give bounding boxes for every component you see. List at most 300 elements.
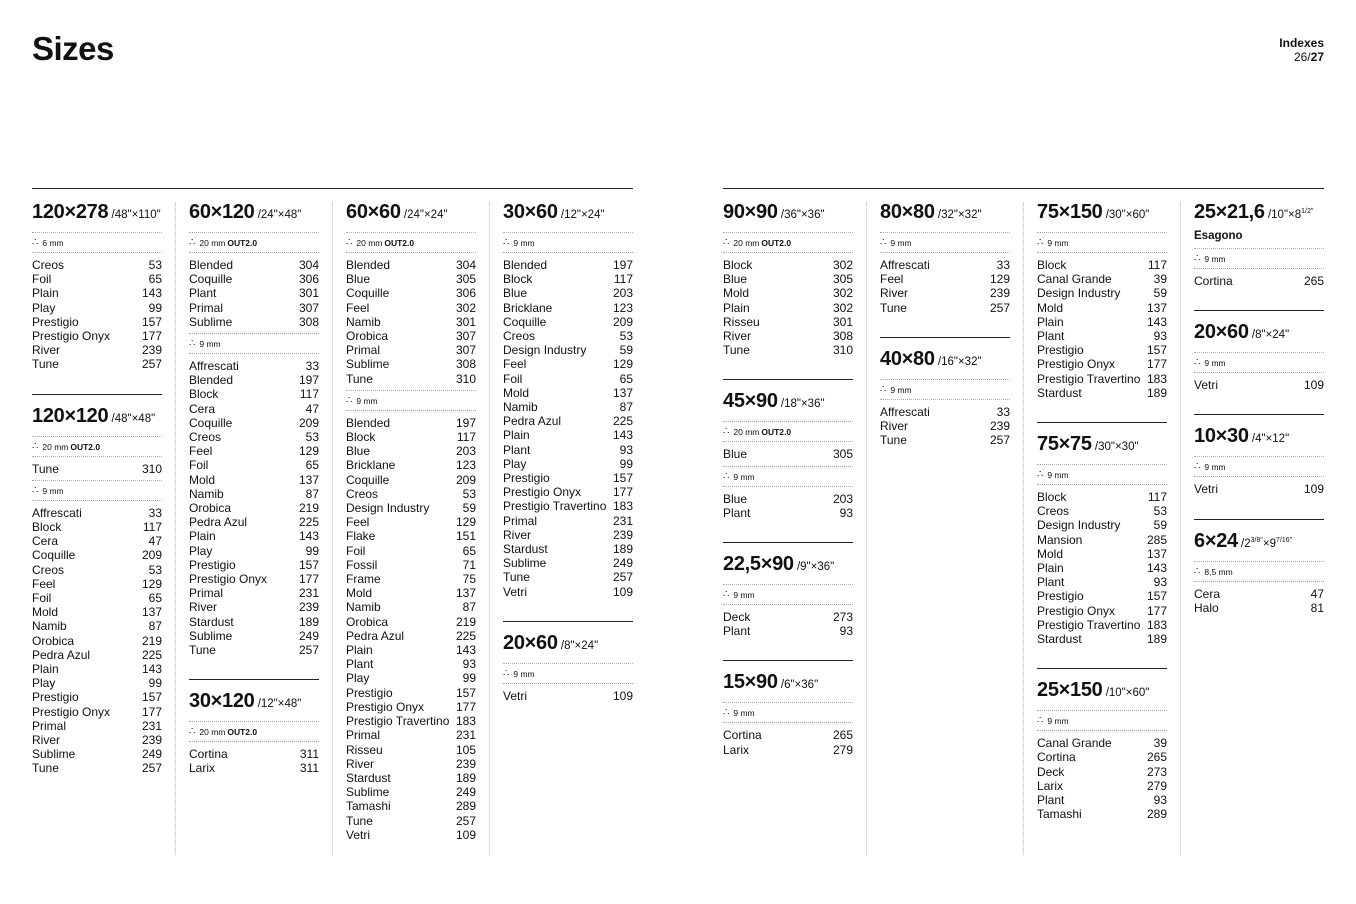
collection-row xyxy=(503,689,633,703)
thickness-value: 9 mm xyxy=(1204,462,1226,473)
page-ref: 305 xyxy=(832,272,853,287)
collection-row xyxy=(189,402,319,416)
collection-row xyxy=(1037,533,1167,547)
thickness-row xyxy=(1037,464,1167,485)
size-heading xyxy=(1037,679,1167,704)
collection-name: Plain xyxy=(32,662,59,677)
collection-name: Bricklane xyxy=(503,300,553,315)
thickness-label: OUT2.0 xyxy=(70,441,101,452)
collection-name: Mold xyxy=(723,286,750,301)
collection-name: Block xyxy=(723,258,753,272)
thickness-value: 9 mm xyxy=(356,395,378,406)
collection-name: Tune xyxy=(503,570,530,585)
collection-row xyxy=(346,558,476,572)
thickness-icon: ∴ xyxy=(32,440,39,452)
page-ref: 183 xyxy=(612,499,633,514)
collection-row xyxy=(1037,301,1167,315)
collection-row xyxy=(189,473,319,487)
collection-name: Prestigio Onyx xyxy=(32,704,111,719)
page-ref: 304 xyxy=(298,258,319,272)
collection-row xyxy=(346,757,476,771)
collection-name: Namib xyxy=(346,600,381,615)
page-ref: 157 xyxy=(141,690,162,705)
collection-list xyxy=(32,506,162,776)
collection-name: Design Industry xyxy=(503,343,587,358)
collection-row xyxy=(503,428,633,442)
thickness-row xyxy=(346,232,476,253)
page-ref: 289 xyxy=(455,799,476,814)
collection-name: Larix xyxy=(723,742,750,757)
collection-row xyxy=(346,799,476,813)
page-ref: 239 xyxy=(141,343,162,358)
collection-row xyxy=(32,357,162,371)
size-group xyxy=(1194,414,1324,496)
collection-row xyxy=(723,506,853,520)
collection-name: Creos xyxy=(189,430,222,445)
collection-row xyxy=(189,359,319,373)
collection-row xyxy=(1037,779,1167,793)
collection-row xyxy=(32,329,162,343)
collection-name: Prestigio Travertino xyxy=(1037,371,1141,386)
page-ref: 87 xyxy=(305,486,319,501)
page-ref: 307 xyxy=(455,343,476,358)
thickness-row xyxy=(880,379,1010,400)
collection-row xyxy=(503,357,633,371)
size-column xyxy=(32,189,189,855)
collection-name: Plain xyxy=(503,428,530,443)
page-ref: 310 xyxy=(832,343,853,358)
collection-name: Tamashi xyxy=(346,799,391,814)
thickness-icon: ∴ xyxy=(880,237,887,248)
size-group xyxy=(1037,668,1167,821)
page-ref: 157 xyxy=(298,557,319,572)
collection-name: Plant xyxy=(723,624,751,639)
thickness-icon: ∴ xyxy=(723,707,730,719)
page-ref: 143 xyxy=(141,286,162,301)
page-ref: 109 xyxy=(612,688,633,703)
thickness-value: 8,5 mm xyxy=(1204,566,1233,577)
collection-name: Prestigio Travertino xyxy=(1037,617,1141,632)
page-ref: 47 xyxy=(148,534,162,549)
thickness-value: 9 mm xyxy=(513,668,535,679)
collection-name: Deck xyxy=(1037,764,1065,779)
collection-row xyxy=(503,286,633,300)
size-imperial: /8"×24" xyxy=(557,639,599,652)
thickness-row xyxy=(723,232,853,253)
size-heading xyxy=(1194,201,1324,226)
size-imperial: /32"×32" xyxy=(934,209,982,221)
collection-name: Orobica xyxy=(346,329,389,344)
page-ref: 177 xyxy=(1146,603,1167,618)
page-ref: 33 xyxy=(148,505,162,520)
collection-row xyxy=(189,629,319,643)
size-metric: 30×120 xyxy=(189,690,255,713)
collection-row xyxy=(1037,357,1167,371)
page-ref: 231 xyxy=(612,513,633,528)
page-ref: 59 xyxy=(1153,518,1167,533)
page-ref: 137 xyxy=(298,472,319,487)
collection-row xyxy=(346,515,476,529)
page-ref: 93 xyxy=(839,505,853,520)
thickness-value: 9 mm xyxy=(733,590,755,601)
collection-row xyxy=(346,671,476,685)
page-ref: 189 xyxy=(1146,632,1167,647)
thickness-row xyxy=(32,436,162,457)
page-ref: 129 xyxy=(298,444,319,459)
page-ref: 189 xyxy=(298,614,319,629)
collection-row xyxy=(1037,315,1167,329)
page-ref: 209 xyxy=(455,472,476,487)
page-ref: 157 xyxy=(1146,343,1167,358)
collection-row xyxy=(346,700,476,714)
size-heading xyxy=(1194,425,1324,450)
size-imperial-fraction: 7/16" xyxy=(1276,536,1293,544)
page-ref: 47 xyxy=(1310,586,1324,601)
collection-name: Plant xyxy=(723,505,751,520)
collection-row xyxy=(346,286,476,300)
collection-row xyxy=(32,605,162,619)
size-group xyxy=(880,201,1010,315)
collection-name: Design Industry xyxy=(1037,286,1121,301)
page-ref: 157 xyxy=(612,471,633,486)
thickness-row xyxy=(346,390,476,411)
collection-list xyxy=(189,258,319,329)
collection-list xyxy=(32,462,162,476)
collection-row xyxy=(346,416,476,430)
collection-row xyxy=(189,501,319,515)
collection-name: Sublime xyxy=(346,785,390,800)
page-ref: 53 xyxy=(1153,504,1167,519)
page-ref: 143 xyxy=(141,662,162,677)
collection-row xyxy=(189,586,319,600)
collection-name: Primal xyxy=(189,586,224,601)
collection-name: Affrescati xyxy=(32,505,82,520)
size-heading xyxy=(723,671,853,696)
collection-name: Coquille xyxy=(189,415,233,430)
page-ref: 209 xyxy=(298,415,319,430)
collection-name: Plain xyxy=(32,286,59,301)
page-ref: 65 xyxy=(148,272,162,287)
page-ref: 239 xyxy=(298,600,319,615)
collection-list xyxy=(346,258,476,386)
thickness-row xyxy=(189,721,319,742)
collection-row xyxy=(189,258,319,272)
collection-row xyxy=(503,499,633,513)
thickness-label: OUT2.0 xyxy=(761,238,792,248)
size-metric: 30×60 xyxy=(503,201,558,223)
collection-row xyxy=(503,556,633,570)
size-heading xyxy=(880,201,1010,226)
collection-list xyxy=(723,258,853,357)
collection-name: Sublime xyxy=(189,314,233,329)
page-ref: 99 xyxy=(148,676,162,691)
collection-row xyxy=(346,714,476,728)
page-ref: 65 xyxy=(148,591,162,606)
collection-name: Plain xyxy=(1037,561,1064,576)
page-ref: 219 xyxy=(141,633,162,648)
page-ref: 265 xyxy=(832,728,853,743)
page-ref: 183 xyxy=(1146,617,1167,632)
collection-row xyxy=(32,634,162,648)
page-title: Sizes xyxy=(32,30,114,67)
collection-name: Stardust xyxy=(1037,632,1082,647)
collection-row xyxy=(880,419,1010,433)
thickness-row xyxy=(1037,710,1167,731)
size-metric: 25×150 xyxy=(1037,679,1103,702)
collection-name: Cortina xyxy=(189,747,228,762)
page-ref: 197 xyxy=(455,415,476,430)
page-ref: 302 xyxy=(832,286,853,301)
collection-row xyxy=(189,301,319,315)
size-metric: 60×120 xyxy=(189,201,255,223)
collection-name: Plant xyxy=(1037,329,1065,344)
page-ref: 109 xyxy=(455,827,476,842)
page-ref: 47 xyxy=(305,401,319,416)
collection-name: Plant xyxy=(1037,575,1065,590)
collection-name: River xyxy=(32,343,61,358)
collection-row xyxy=(346,372,476,386)
page-ref: 305 xyxy=(832,447,853,462)
collection-name: Cera xyxy=(32,534,59,549)
page-ref: 143 xyxy=(1146,561,1167,576)
collection-name: Pedra Azul xyxy=(189,515,248,530)
collection-row xyxy=(346,458,476,472)
collection-name: Block xyxy=(503,272,533,287)
page-ref: 279 xyxy=(1146,778,1167,793)
page-ref: 33 xyxy=(305,359,319,374)
size-heading xyxy=(880,348,1010,373)
collection-name: Deck xyxy=(723,610,751,625)
collection-name: Mold xyxy=(1037,546,1064,561)
page-ref: 257 xyxy=(989,300,1010,315)
index-label: Indexes xyxy=(1279,36,1324,50)
page-ref: 197 xyxy=(298,373,319,388)
collection-name: Cortina xyxy=(723,728,762,743)
page-ref: 225 xyxy=(455,628,476,643)
collection-name: Tune xyxy=(880,433,907,448)
collection-row xyxy=(346,771,476,785)
size-metric: 22,5×90 xyxy=(723,553,794,576)
collection-name: Blended xyxy=(346,258,391,272)
collection-row xyxy=(189,761,319,775)
collection-list xyxy=(723,610,853,638)
thickness-value: 9 mm xyxy=(890,384,912,395)
collection-name: Blue xyxy=(723,447,748,462)
page-ref: 117 xyxy=(613,272,633,287)
size-imperial: /4"×12" xyxy=(1248,433,1290,446)
collection-row xyxy=(346,657,476,671)
collection-row xyxy=(32,648,162,662)
page-ref: 301 xyxy=(298,286,319,301)
thickness-row xyxy=(1194,248,1324,269)
size-imperial: /8"×24" xyxy=(1248,329,1290,342)
collection-row xyxy=(189,515,319,529)
size-imperial: /10"×60" xyxy=(1102,687,1150,700)
collection-row xyxy=(503,301,633,315)
thickness-icon: ∴ xyxy=(880,383,887,395)
size-column xyxy=(346,189,503,855)
collection-row xyxy=(723,301,853,315)
collection-row xyxy=(32,506,162,520)
page-ref: 129 xyxy=(141,576,162,591)
collection-row xyxy=(1037,258,1167,272)
collection-row xyxy=(723,610,853,624)
collection-row xyxy=(1037,618,1167,632)
collection-row xyxy=(346,828,476,842)
page-ref: 93 xyxy=(1153,793,1167,808)
collection-name: Fossil xyxy=(346,557,378,572)
collection-name: Play xyxy=(32,300,56,315)
collection-row xyxy=(1194,482,1324,496)
collection-name: Mansion xyxy=(1037,532,1083,547)
size-imperial: /18"×36" xyxy=(777,398,825,411)
collection-row xyxy=(1037,272,1167,286)
size-imperial: /48"×48" xyxy=(108,412,156,425)
collection-row xyxy=(32,676,162,690)
collection-name: Namib xyxy=(189,486,224,501)
page-ref: 39 xyxy=(1153,736,1167,751)
thickness-value: 20 mm xyxy=(733,238,760,248)
page-ref: 307 xyxy=(298,300,319,315)
collection-row xyxy=(189,747,319,761)
collection-name: Feel xyxy=(346,300,370,315)
page-ref: 203 xyxy=(455,444,476,459)
page-ref: 137 xyxy=(612,385,633,400)
collection-row xyxy=(189,430,319,444)
thickness-icon: ∴ xyxy=(346,237,353,248)
left-spread xyxy=(32,188,633,855)
collection-name: Bricklane xyxy=(346,458,396,473)
thickness-row xyxy=(32,480,162,501)
collection-row xyxy=(346,272,476,286)
collection-row xyxy=(346,444,476,458)
thickness-icon: ∴ xyxy=(503,237,510,248)
collection-name: Foil xyxy=(32,591,52,606)
collection-row xyxy=(32,761,162,775)
collection-row xyxy=(189,600,319,614)
page-ref: 33 xyxy=(996,258,1010,272)
collection-row xyxy=(346,586,476,600)
collection-row xyxy=(503,329,633,343)
collection-row xyxy=(1037,547,1167,561)
collection-row xyxy=(32,705,162,719)
collection-row xyxy=(346,544,476,558)
collection-name: Halo xyxy=(1194,600,1219,615)
thickness-icon: ∴ xyxy=(1194,461,1201,473)
thickness-row xyxy=(723,702,853,723)
collection-row xyxy=(1037,750,1167,764)
thickness-icon: ∴ xyxy=(32,484,39,496)
page-ref: 239 xyxy=(141,733,162,748)
page-ref: 105 xyxy=(455,742,476,757)
size-imperial-fraction: 3/8" xyxy=(1250,536,1263,544)
page-ref: 209 xyxy=(612,314,633,329)
page-ref: 93 xyxy=(1153,575,1167,590)
page-ref: 39 xyxy=(1153,272,1167,287)
collection-name: River xyxy=(32,733,61,748)
page-ref: 143 xyxy=(1146,314,1167,329)
page-ref: 177 xyxy=(612,485,633,500)
collection-name: Namib xyxy=(346,314,381,329)
size-group xyxy=(723,201,853,357)
page-ref: 129 xyxy=(989,272,1010,287)
collection-name: Flake xyxy=(346,529,376,544)
collection-name: Namib xyxy=(32,619,67,634)
size-metric: 15×90 xyxy=(723,671,778,694)
page-ref: 257 xyxy=(989,433,1010,448)
page-ref: 257 xyxy=(141,761,162,776)
collection-row xyxy=(723,624,853,638)
thickness-row xyxy=(880,232,1010,253)
size-group xyxy=(189,679,319,775)
page-ref: 99 xyxy=(305,543,319,558)
collection-row xyxy=(503,542,633,556)
size-column xyxy=(1037,189,1194,855)
page-ref: 157 xyxy=(141,314,162,329)
page-ref: 239 xyxy=(612,527,633,542)
thickness-value: 20 mm xyxy=(356,238,383,248)
collection-row xyxy=(503,443,633,457)
thickness-icon: ∴ xyxy=(1037,715,1044,727)
collection-row xyxy=(346,529,476,543)
page-ref: 273 xyxy=(1146,764,1167,779)
page-ref: 209 xyxy=(141,548,162,563)
collection-row xyxy=(1194,587,1324,601)
page-ref: 225 xyxy=(298,515,319,530)
collection-name: Prestigio xyxy=(346,685,393,700)
page-ref: 183 xyxy=(455,714,476,729)
collection-row xyxy=(189,416,319,430)
page-ref: 231 xyxy=(298,586,319,601)
page-ref: 87 xyxy=(462,600,476,615)
collection-name: Play xyxy=(32,676,56,691)
collection-name: Vetri xyxy=(1194,482,1219,497)
size-group xyxy=(32,201,162,372)
collection-name: River xyxy=(189,600,218,615)
collection-row xyxy=(189,387,319,401)
collection-list xyxy=(346,416,476,842)
collection-row xyxy=(880,258,1010,272)
collection-row xyxy=(32,534,162,548)
page-ref: 301 xyxy=(832,314,853,329)
page-ref: 109 xyxy=(612,584,633,599)
thickness-icon: ∴ xyxy=(723,237,730,248)
thickness-value: 20 mm xyxy=(42,441,69,452)
collection-row xyxy=(503,315,633,329)
collection-row xyxy=(32,662,162,676)
collection-row xyxy=(32,272,162,286)
thickness-label: OUT2.0 xyxy=(384,238,415,248)
collection-name: Primal xyxy=(346,728,381,743)
collection-row xyxy=(189,529,319,543)
page-ref: 306 xyxy=(298,272,319,287)
collection-name: Primal xyxy=(346,343,381,358)
size-group xyxy=(503,201,633,599)
collection-name: Larix xyxy=(1037,778,1064,793)
size-metric: 25×21,6 xyxy=(1194,201,1265,223)
thickness-icon: ∴ xyxy=(189,338,196,350)
collection-row xyxy=(189,286,319,300)
page-ref: 197 xyxy=(612,258,633,272)
page-ref: 109 xyxy=(1303,378,1324,393)
collection-name: Sublime xyxy=(189,628,233,643)
size-metric: 20×60 xyxy=(503,631,558,654)
thickness-icon: ∴ xyxy=(1194,565,1201,577)
page-ref: 129 xyxy=(612,357,633,372)
page-ref: 143 xyxy=(298,529,319,544)
size-imperial: /9"×36" xyxy=(793,561,835,574)
collection-list xyxy=(880,258,1010,315)
